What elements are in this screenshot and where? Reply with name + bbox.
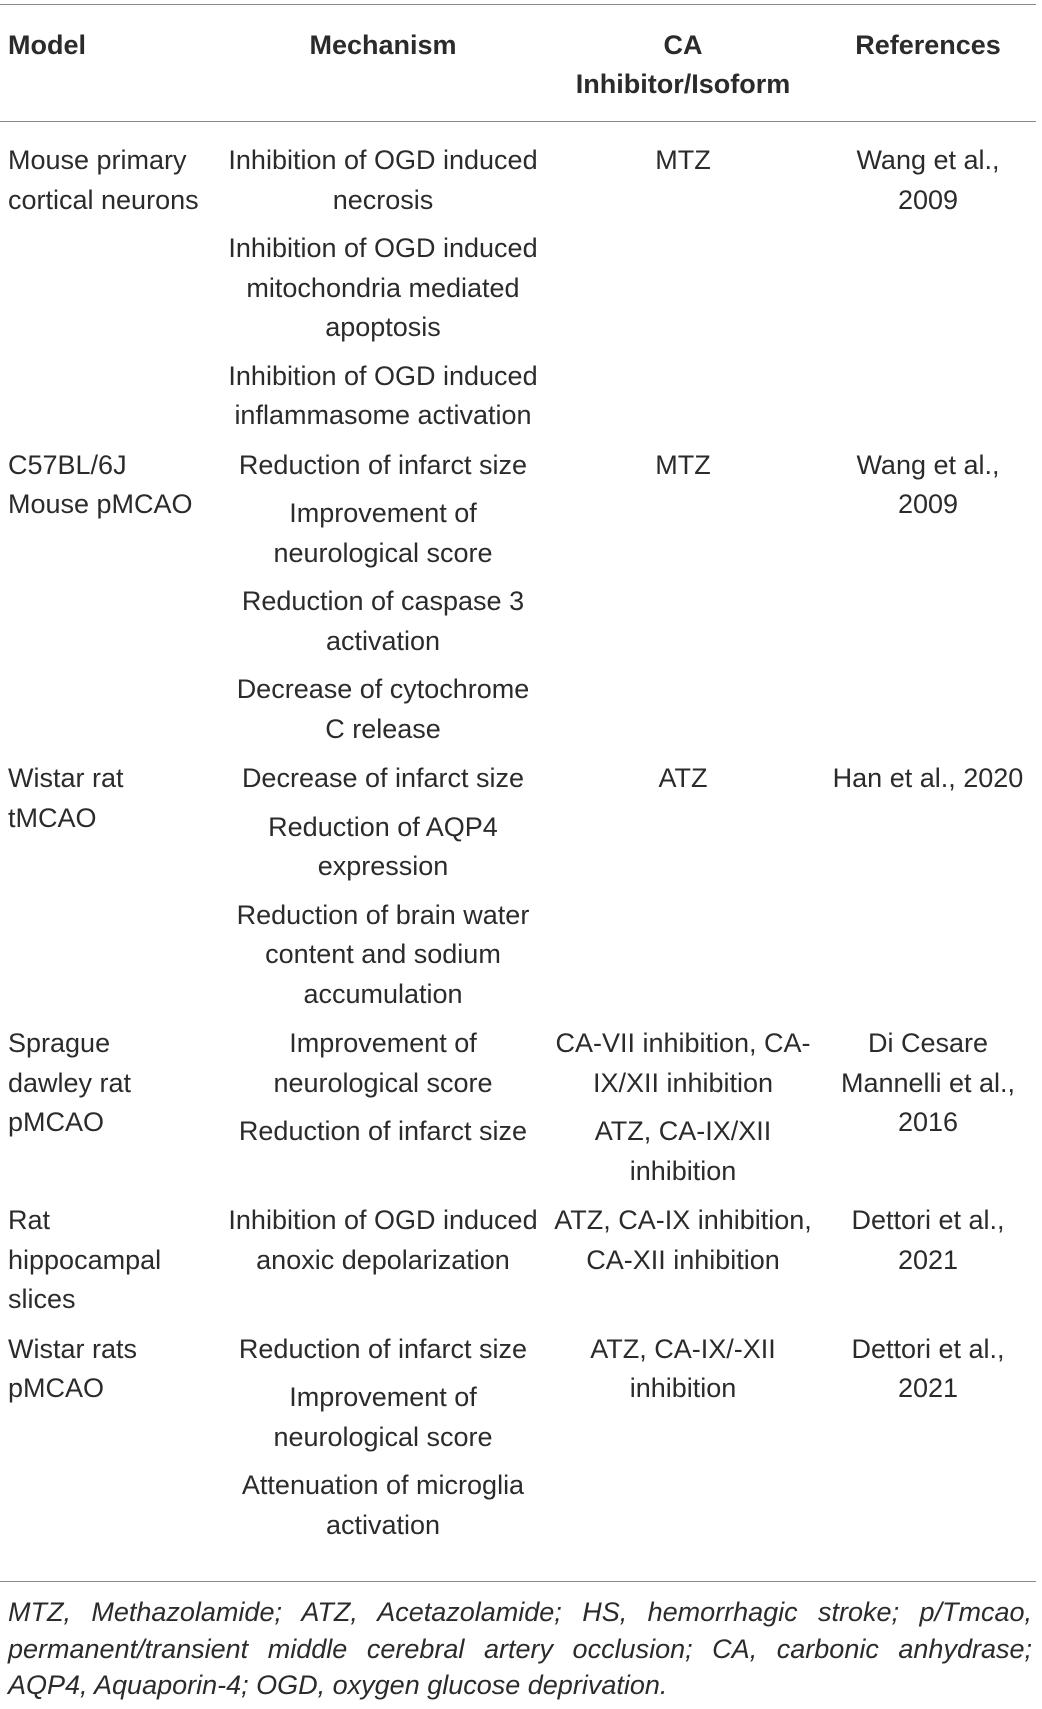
mechanism-cell-text: Inhibition of OGD induced mitochondria mediated apoptosis [228, 233, 538, 342]
mechanism-cell-text: Inhibition of OGD induced anoxic depolarization [228, 1205, 538, 1275]
inhibitor-cell [546, 446, 820, 760]
mechanism-cell [220, 1024, 546, 1201]
reference-cell [820, 1201, 1036, 1330]
mechanism-cell-text: Reduction of AQP4 expression [268, 811, 498, 881]
reference-text: Han et al., 2020 [832, 763, 1024, 793]
table-body [0, 120, 1036, 1555]
model-cell [0, 1201, 220, 1330]
model-cell [0, 1330, 220, 1556]
header-spacer [0, 120, 1036, 141]
header-ca-line2: Inhibitor/Isoform [575, 69, 791, 99]
model-cell-text: pMCAO [8, 1107, 105, 1137]
mechanism-cell [220, 446, 546, 760]
inhibitor-cell-text: MTZ [655, 145, 711, 175]
model-cell-text: pMCAO [8, 1373, 105, 1403]
data-table [0, 16, 1036, 1555]
inhibitor-cell-text: CA-VII inhibition, CA-IX/XII inhibition [555, 1028, 811, 1098]
reference-cell [820, 1024, 1036, 1201]
inhibitor-cell [546, 1330, 820, 1556]
mechanism-cell [220, 759, 546, 1024]
reference-cell [820, 1330, 1036, 1556]
header-mechanism: Mechanism [309, 30, 457, 60]
inhibitor-cell [546, 759, 820, 1024]
mechanism-cell-text: Improvement of neurological score [273, 1382, 493, 1452]
mechanism-cell-text: Attenuation of microglia activation [241, 1470, 525, 1540]
reference-cell [820, 141, 1036, 446]
table-footnote: MTZ, Methazolamide; ATZ, Acetazolamide; HS, hemorrhagic stroke; p/Tmcao, permanent/transient middle cerebral artery occlusion; CA, carbonic anhydrase; AQP4, Aquaporin-4; OGD, oxygen glucose deprivation. [8, 1597, 1032, 1700]
model-cell-text: Rat [8, 1205, 51, 1235]
inhibitor-cell [546, 1201, 820, 1330]
mechanism-cell [220, 1201, 546, 1330]
mechanism-cell-text: Decrease of infarct size [241, 763, 525, 793]
mechanism-cell-text: Reduction of infarct size [238, 449, 528, 480]
inhibitor-cell-text: MTZ [655, 449, 711, 480]
mechanism-cell-text: Reduction of infarct size [238, 1116, 528, 1146]
header-row [0, 16, 1036, 120]
model-cell-text: Mouse pMCAO [8, 489, 193, 519]
model-cell-text: Wistar rat [8, 763, 124, 793]
header-model: Model [8, 30, 86, 60]
model-cell [0, 141, 220, 446]
model-cell-text: tMCAO [8, 802, 97, 833]
mechanism-cell-text: Reduction of infarct size [238, 1333, 528, 1364]
inhibitor-cell [546, 1024, 820, 1201]
mechanism-cell [220, 141, 546, 446]
mechanism-cell-text: Decrease of cytochrome C release [236, 674, 530, 744]
table-row [0, 1024, 1036, 1201]
model-cell-text: Sprague [8, 1028, 111, 1058]
mechanism-cell-text: Inhibition of OGD induced inflammasome activation [228, 360, 538, 430]
model-cell-text: cortical neurons [8, 184, 199, 215]
model-cell [0, 759, 220, 1024]
top-rule [0, 4, 1036, 5]
table-row [0, 1201, 1036, 1330]
reference-text: Dettori et al., 2021 [851, 1205, 1005, 1275]
header-references: References [855, 30, 1001, 60]
mechanism-cell-text: Improvement of neurological score [273, 498, 493, 568]
bottom-rule [0, 1581, 1036, 1582]
model-cell [0, 446, 220, 760]
mechanism-cell-text: Reduction of brain water content and sodium accumulation [236, 899, 530, 1009]
model-cell-text: Wistar rats [8, 1333, 138, 1364]
reference-text: Wang et al., 2009 [856, 145, 1000, 215]
model-cell [0, 1024, 220, 1201]
inhibitor-cell-text: ATZ, CA-IX/XII inhibition [594, 1116, 772, 1186]
table-row [0, 1330, 1036, 1556]
inhibitor-cell-text: ATZ, CA-IX inhibition, CA-XII inhibition [554, 1205, 812, 1275]
table-row [0, 141, 1036, 446]
mechanism-cell-text: Improvement of neurological score [273, 1028, 493, 1098]
reference-text: Dettori et al., 2021 [851, 1333, 1005, 1403]
table-row [0, 759, 1036, 1024]
mechanism-cell-text: Reduction of caspase 3 activation [241, 586, 525, 656]
header-ca-inhibitor [546, 16, 820, 120]
inhibitor-cell-text: ATZ, CA-IX/-XII inhibition [590, 1333, 776, 1403]
reference-cell [820, 446, 1036, 760]
reference-text: Wang et al., 2009 [856, 449, 1000, 519]
header-ca-line1: CA [663, 30, 703, 60]
model-cell-text: slices [8, 1284, 76, 1314]
reference-text: Di Cesare Mannelli et al., 2016 [840, 1028, 1016, 1137]
model-cell-text: C57BL/6J [8, 449, 127, 480]
mechanism-cell [220, 1330, 546, 1556]
mechanism-cell-text: Inhibition of OGD induced necrosis [228, 145, 538, 215]
model-cell-text: hippocampal [8, 1244, 162, 1275]
inhibitor-cell [546, 141, 820, 446]
table-row [0, 446, 1036, 760]
inhibitor-cell-text: ATZ [658, 763, 708, 793]
model-cell-text: Mouse primary [8, 145, 187, 175]
model-cell-text: dawley rat [8, 1067, 132, 1098]
reference-cell [820, 759, 1036, 1024]
